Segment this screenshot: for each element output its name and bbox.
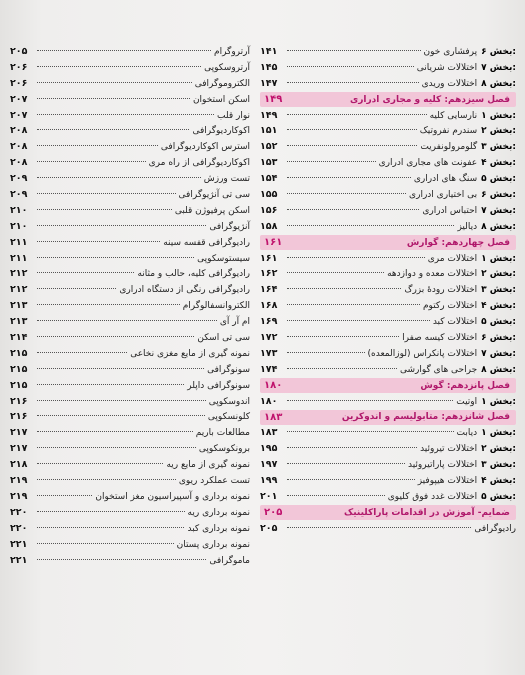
toc-entry[interactable] bbox=[10, 314, 250, 330]
page-number: ۲۰۹ bbox=[10, 189, 28, 201]
entry-title: آرتروسکوپی bbox=[204, 62, 250, 73]
entry-title: گلومرولونفریت bbox=[420, 142, 478, 153]
toc-entry[interactable] bbox=[10, 362, 250, 378]
page-number: ۲۱۰ bbox=[10, 220, 28, 232]
section-label: بخش ۳: bbox=[481, 460, 516, 471]
entry-title: نمونه برداری ریه bbox=[187, 507, 250, 518]
dot-leader bbox=[37, 50, 211, 51]
entry-title: سونوگرافی داپلر bbox=[187, 380, 250, 391]
toc-entry[interactable] bbox=[10, 394, 250, 410]
entry-title: نمونه برداری کبد bbox=[187, 523, 250, 534]
page-number: ۲۲۱ bbox=[10, 554, 28, 566]
section-label: بخش ۳: bbox=[481, 285, 516, 296]
dot-leader bbox=[37, 304, 180, 305]
section-label: بخش ۴: bbox=[481, 475, 516, 486]
toc-entry[interactable] bbox=[10, 553, 250, 569]
page-number: ۱۵۵ bbox=[260, 189, 278, 200]
toc-entry[interactable] bbox=[10, 505, 250, 521]
chapter-heading[interactable] bbox=[260, 410, 516, 425]
dot-leader bbox=[37, 400, 206, 401]
entry-title: سیستوسکوپی bbox=[197, 253, 250, 264]
entry-title: برونکوسکوپی bbox=[198, 444, 250, 455]
section-label: بخش ۷: bbox=[481, 348, 516, 359]
toc-entry[interactable] bbox=[10, 171, 250, 187]
toc-entry[interactable] bbox=[10, 92, 250, 108]
dot-leader bbox=[37, 145, 158, 146]
entry-title: اختلالات تیروئید bbox=[420, 444, 478, 455]
dot-leader bbox=[37, 193, 176, 194]
page-number: ۲۰۵ bbox=[260, 522, 278, 534]
entry-title: احتباس ادراری bbox=[422, 205, 478, 216]
dot-leader bbox=[37, 209, 172, 210]
entry-title: اختلالات معده و دوازدهه bbox=[387, 269, 478, 280]
entry-title: اسکن پرفیوژن قلبی bbox=[174, 205, 250, 216]
page-number: ۱۸۰ bbox=[260, 395, 278, 407]
dot-leader bbox=[37, 225, 206, 226]
toc-entry[interactable] bbox=[10, 441, 250, 457]
chapter-title: ضمایم- آموزش در اقدامات پاراکلینیک bbox=[344, 507, 510, 518]
page-number: ۱۹۷ bbox=[260, 459, 278, 471]
toc-entry[interactable] bbox=[10, 76, 250, 92]
entry-title: رادیوگرافی رنگی از دستگاه ادراری bbox=[119, 285, 250, 296]
entry-title: رادیوگرافی قفسه سینه bbox=[163, 237, 250, 248]
dot-leader bbox=[37, 368, 204, 369]
page-number: ۲۱۵ bbox=[10, 347, 28, 359]
entry-title: اختلالات وریدی bbox=[421, 78, 478, 89]
section-label: بخش ۴: bbox=[481, 301, 516, 312]
section-label: بخش ۳: bbox=[481, 142, 516, 153]
page-number: ۱۶۹ bbox=[260, 316, 278, 328]
section-label: بخش ۱: bbox=[481, 396, 516, 407]
dot-leader bbox=[287, 225, 454, 226]
toc-entry[interactable] bbox=[10, 235, 250, 251]
page-number: ۲۱۷ bbox=[10, 427, 28, 439]
entry-title: بی اختیاری ادراری bbox=[409, 190, 478, 200]
chapter-heading[interactable] bbox=[260, 378, 516, 393]
dot-leader bbox=[37, 463, 163, 464]
page-number: ۱۷۲ bbox=[260, 332, 278, 343]
toc-entry[interactable] bbox=[260, 203, 516, 219]
dot-leader bbox=[287, 431, 454, 432]
page-number: ۲۱۳ bbox=[10, 300, 28, 312]
toc-entry[interactable] bbox=[10, 346, 250, 362]
page-number: ۲۱۰ bbox=[10, 204, 28, 216]
dot-leader bbox=[287, 82, 419, 83]
page-number: ۲۰۷ bbox=[10, 93, 28, 105]
toc-entry[interactable] bbox=[260, 251, 516, 267]
dot-leader bbox=[287, 447, 417, 448]
page-number: ۱۶۱ bbox=[260, 252, 278, 264]
toc-left-column bbox=[10, 44, 250, 568]
entry-title: آنژیوگرافی bbox=[209, 221, 250, 232]
page-number: ۲۱۸ bbox=[10, 459, 28, 471]
chapter-page-number: ۱۶۱ bbox=[264, 237, 283, 249]
dot-leader bbox=[37, 98, 190, 99]
dot-leader bbox=[37, 129, 189, 130]
entry-title: اختلالات پاراتیروئید bbox=[407, 460, 478, 471]
toc-entry[interactable] bbox=[10, 203, 250, 219]
entry-title: الکتروانسفالوگرام bbox=[182, 301, 250, 312]
section-label: بخش ۶: bbox=[481, 47, 516, 57]
chapter-title: فصل پانزدهم: گوش bbox=[420, 380, 510, 391]
dot-leader bbox=[287, 495, 385, 496]
entry-title: کلونسکوپی bbox=[207, 412, 250, 423]
dot-leader bbox=[287, 320, 430, 321]
toc-entry[interactable] bbox=[260, 473, 516, 489]
toc-entry[interactable] bbox=[260, 76, 516, 92]
chapter-heading[interactable] bbox=[260, 505, 516, 520]
toc-entry[interactable] bbox=[10, 139, 250, 155]
page-number: ۲۰۷ bbox=[10, 109, 28, 121]
toc-entry[interactable] bbox=[260, 282, 516, 298]
toc-entry[interactable] bbox=[260, 171, 516, 187]
toc-entry[interactable] bbox=[10, 123, 250, 139]
page-number: ۱۶۴ bbox=[260, 284, 278, 296]
entry-title: اندوسکوپی bbox=[208, 396, 250, 407]
page-number: ۲۱۲ bbox=[10, 268, 28, 280]
entry-title: تست ورزش bbox=[203, 174, 250, 185]
section-label: بخش ۸: bbox=[481, 221, 516, 232]
page-number: ۱۵۶ bbox=[260, 204, 278, 216]
dot-leader bbox=[287, 129, 417, 130]
toc-entry[interactable] bbox=[10, 155, 250, 171]
dot-leader bbox=[37, 161, 146, 162]
page-number: ۲۱۲ bbox=[10, 284, 28, 296]
dot-leader bbox=[37, 272, 134, 273]
entry-title: سونوگرافی bbox=[207, 364, 250, 375]
dot-leader bbox=[37, 511, 185, 512]
page-number: ۱۸۳ bbox=[260, 427, 278, 439]
page-number: ۲۰۶ bbox=[10, 77, 28, 89]
dot-leader bbox=[37, 431, 193, 432]
section-label: بخش ۲: bbox=[481, 269, 516, 280]
toc-entry[interactable] bbox=[260, 187, 516, 203]
dot-leader bbox=[37, 82, 192, 83]
section-label: بخش ۴: bbox=[481, 158, 516, 169]
entry-title: رادیوگرافی bbox=[474, 523, 516, 534]
entry-title: تست عملکرد ریوی bbox=[178, 476, 250, 487]
dot-leader bbox=[37, 336, 194, 337]
section-label: بخش ۱: bbox=[481, 253, 516, 264]
page-number: ۲۱۹ bbox=[10, 490, 28, 502]
chapter-title: فصل سیزدهم: کلیه و مجاری ادراری bbox=[349, 94, 510, 105]
entry-title: الکتروموگرافی bbox=[194, 78, 250, 89]
section-label: بخش ۶: bbox=[481, 333, 516, 343]
entry-title: سی تی آنژیوگرافی bbox=[178, 190, 250, 201]
toc-entry[interactable] bbox=[10, 521, 250, 537]
dot-leader bbox=[37, 177, 201, 178]
section-label: بخش ۵: bbox=[481, 317, 516, 328]
entry-title: سندرم نفروتیک bbox=[419, 126, 478, 137]
page-number: ۱۴۹ bbox=[260, 109, 278, 121]
toc-entry[interactable] bbox=[10, 108, 250, 124]
chapter-title: فصل شانزدهم: متابولیسم و اندوکرین bbox=[341, 412, 510, 423]
chapter-page-number: ۱۸۰ bbox=[264, 380, 283, 392]
chapter-title: فصل چهاردهم: گوارش bbox=[406, 237, 510, 248]
dot-leader bbox=[287, 304, 420, 305]
chapter-heading[interactable] bbox=[260, 235, 516, 250]
toc-entry[interactable] bbox=[10, 187, 250, 203]
page-number: ۲۱۱ bbox=[10, 236, 28, 248]
dot-leader bbox=[37, 384, 184, 385]
toc-entry[interactable] bbox=[10, 251, 250, 267]
entry-title: اختلالات کیسه صفرا bbox=[402, 333, 478, 343]
entry-title: اختلالات کبد bbox=[432, 317, 478, 328]
page-number: ۲۰۸ bbox=[10, 157, 28, 169]
page-number: ۲۱۶ bbox=[10, 395, 28, 407]
entry-title: نمونه گیری از مایع مغزی نخاعی bbox=[130, 348, 250, 359]
toc-entry[interactable] bbox=[260, 298, 516, 314]
toc-entry[interactable] bbox=[260, 44, 516, 60]
section-label: بخش ۲: bbox=[481, 126, 516, 137]
entry-title: نارسایی کلیه bbox=[429, 110, 478, 121]
section-label: بخش ۲: bbox=[481, 444, 516, 455]
dot-leader bbox=[287, 400, 453, 401]
page-number: ۱۵۸ bbox=[260, 220, 278, 232]
entry-title: نوار قلب bbox=[217, 110, 250, 121]
dot-leader bbox=[287, 193, 406, 194]
page-number: ۲۱۵ bbox=[10, 379, 28, 391]
page-number: ۲۱۵ bbox=[10, 363, 28, 375]
toc-entry[interactable] bbox=[10, 298, 250, 314]
dot-leader bbox=[37, 320, 217, 321]
entry-title: ام آر آی bbox=[219, 317, 250, 328]
toc-entry[interactable] bbox=[10, 44, 250, 60]
page-number: ۱۹۹ bbox=[260, 474, 278, 486]
entry-title: اکوکاردیوگرافی از راه مری bbox=[148, 158, 250, 169]
toc-entry[interactable] bbox=[10, 537, 250, 553]
toc-entry[interactable] bbox=[260, 425, 516, 441]
dot-leader bbox=[287, 527, 471, 528]
entry-title: نمونه برداری و آسپیراسیون مغز استخوان bbox=[95, 491, 250, 502]
page-number: ۲۱۱ bbox=[10, 252, 28, 264]
chapter-page-number: ۱۸۳ bbox=[264, 411, 283, 423]
toc-entry[interactable] bbox=[260, 441, 516, 457]
page-number: ۲۲۱ bbox=[10, 538, 28, 550]
toc-entry[interactable] bbox=[10, 457, 250, 473]
entry-title: اختلالات غدد فوق کلیوی bbox=[387, 491, 478, 502]
toc-entry[interactable] bbox=[10, 330, 250, 346]
page-number: ۱۷۳ bbox=[260, 347, 278, 359]
dot-leader bbox=[37, 241, 160, 242]
entry-title: دیالیز bbox=[457, 221, 478, 232]
page-number: ۲۰۹ bbox=[10, 173, 28, 185]
entry-title: اختلالات رکتوم bbox=[422, 301, 478, 312]
section-label: بخش ۸: bbox=[481, 78, 516, 89]
page-number: ۲۰۸ bbox=[10, 125, 28, 137]
entry-title: سی تی اسکن bbox=[197, 333, 250, 344]
dot-leader bbox=[287, 257, 425, 258]
section-label: بخش ۶: bbox=[481, 190, 516, 200]
entry-title: اختلالات رودهٔ بزرگ bbox=[404, 285, 478, 296]
page-number: ۲۰۱ bbox=[260, 490, 278, 502]
toc-entry[interactable] bbox=[260, 330, 516, 346]
section-label: بخش ۸: bbox=[481, 364, 516, 375]
dot-leader bbox=[37, 527, 184, 528]
entry-title: اختلالات پانکراس (لوزالمعده) bbox=[367, 348, 478, 359]
toc-entry[interactable] bbox=[260, 219, 516, 235]
toc-entry[interactable] bbox=[260, 266, 516, 282]
toc-entry[interactable] bbox=[260, 60, 516, 76]
toc-entry[interactable] bbox=[260, 362, 516, 378]
dot-leader bbox=[287, 272, 384, 273]
toc-entry[interactable] bbox=[10, 489, 250, 505]
chapter-page-number: ۲۰۵ bbox=[264, 507, 283, 519]
toc-entry[interactable] bbox=[260, 139, 516, 155]
entry-title: نمونه برداری پستان bbox=[176, 539, 250, 550]
section-label: بخش ۵: bbox=[481, 174, 516, 185]
dot-leader bbox=[37, 495, 92, 496]
toc-entry[interactable] bbox=[260, 457, 516, 473]
dot-leader bbox=[287, 177, 411, 178]
page-number: ۱۶۸ bbox=[260, 300, 278, 312]
chapter-page-number: ۱۴۹ bbox=[264, 94, 283, 106]
dot-leader bbox=[37, 479, 176, 480]
page-number: ۲۲۰ bbox=[10, 522, 28, 534]
toc-entry[interactable] bbox=[10, 409, 250, 425]
dot-leader bbox=[287, 161, 376, 162]
entry-title: رادیوگرافی کلیه، حالب و مثانه bbox=[137, 269, 250, 280]
toc-entry[interactable] bbox=[10, 425, 250, 441]
dot-leader bbox=[287, 479, 415, 480]
toc-entry[interactable] bbox=[10, 60, 250, 76]
dot-leader bbox=[287, 114, 427, 115]
entry-title: ماموگرافی bbox=[209, 555, 250, 566]
page-number: ۲۲۰ bbox=[10, 506, 28, 518]
entry-title: سنگ های ادراری bbox=[413, 174, 478, 185]
dot-leader bbox=[37, 288, 116, 289]
toc-entry[interactable] bbox=[260, 394, 516, 410]
entry-title: اوتیت bbox=[456, 396, 478, 407]
entry-title: اختلالات شریانی bbox=[416, 62, 478, 73]
entry-title: اسکن استخوان bbox=[192, 94, 250, 105]
toc-entry[interactable] bbox=[260, 489, 516, 505]
toc-entry[interactable] bbox=[260, 123, 516, 139]
chapter-heading[interactable] bbox=[260, 92, 516, 107]
page-number: ۲۱۷ bbox=[10, 443, 28, 455]
dot-leader bbox=[287, 209, 419, 210]
entry-title: استرس اکوکاردیوگرافی bbox=[160, 142, 250, 153]
toc-entry[interactable] bbox=[260, 108, 516, 124]
toc-entry[interactable] bbox=[260, 521, 516, 537]
toc-entry[interactable] bbox=[10, 473, 250, 489]
dot-leader bbox=[287, 336, 399, 337]
dot-leader bbox=[37, 352, 127, 353]
page-number: ۱۹۵ bbox=[260, 443, 278, 455]
entry-title: مطالعات باریم bbox=[195, 428, 250, 439]
section-label: بخش ۱: bbox=[481, 110, 516, 121]
page-number: ۱۵۴ bbox=[260, 173, 278, 185]
section-label: بخش ۵: bbox=[481, 491, 516, 502]
entry-title: اختلالات هیپوفیز bbox=[417, 475, 478, 486]
toc-right-column bbox=[260, 44, 516, 537]
entry-title: عفونت های مجاری ادراری bbox=[378, 158, 478, 169]
dot-leader bbox=[287, 288, 401, 289]
page-number: ۱۵۲ bbox=[260, 141, 278, 153]
page-number: ۱۴۵ bbox=[260, 61, 278, 73]
page-number: ۱۴۱ bbox=[260, 46, 278, 57]
dot-leader bbox=[287, 352, 365, 353]
toc-entry[interactable] bbox=[10, 266, 250, 282]
dot-leader bbox=[37, 543, 174, 544]
dot-leader bbox=[37, 114, 214, 115]
page-number: ۱۶۲ bbox=[260, 268, 278, 280]
dot-leader bbox=[37, 66, 201, 67]
entry-title: اختلالات مری bbox=[427, 253, 478, 264]
entry-title: دیابت bbox=[456, 428, 478, 439]
page-number: ۲۱۴ bbox=[10, 332, 28, 344]
page-number: ۱۴۷ bbox=[260, 77, 278, 89]
toc-entry[interactable] bbox=[10, 219, 250, 235]
page-number: ۱۵۳ bbox=[260, 157, 278, 169]
page-number: ۲۱۹ bbox=[10, 475, 28, 487]
dot-leader bbox=[37, 447, 196, 448]
dot-leader bbox=[287, 463, 405, 464]
toc-entry[interactable] bbox=[260, 155, 516, 171]
toc-entry[interactable] bbox=[10, 378, 250, 394]
entry-title: آرتروگرام bbox=[214, 47, 250, 57]
page-number: ۱۵۱ bbox=[260, 125, 278, 137]
entry-title: پرفشاری خون bbox=[423, 47, 478, 57]
page-number: ۲۱۳ bbox=[10, 316, 28, 328]
page-number: ۲۱۶ bbox=[10, 411, 28, 423]
page-number: ۲۰۶ bbox=[10, 61, 28, 73]
dot-leader bbox=[287, 368, 397, 369]
dot-leader bbox=[287, 145, 417, 146]
entry-title: نمونه گیری از مایع ریه bbox=[166, 460, 250, 471]
toc-entry[interactable] bbox=[260, 346, 516, 362]
entry-title: اکوکاردیوگرافی bbox=[192, 126, 250, 137]
dot-leader bbox=[287, 66, 414, 67]
entry-title: جراحی های گوارشی bbox=[399, 364, 478, 375]
section-label: بخش ۷: bbox=[481, 62, 516, 73]
section-label: بخش ۱: bbox=[481, 428, 516, 439]
toc-entry[interactable] bbox=[260, 314, 516, 330]
page-number: ۲۰۵ bbox=[10, 46, 28, 57]
page-number: ۲۰۸ bbox=[10, 141, 28, 153]
dot-leader bbox=[37, 559, 206, 560]
dot-leader bbox=[37, 415, 205, 416]
section-label: بخش ۷: bbox=[481, 205, 516, 216]
page-number: ۱۷۴ bbox=[260, 363, 278, 375]
dot-leader bbox=[287, 50, 421, 51]
dot-leader bbox=[37, 257, 194, 258]
toc-entry[interactable] bbox=[10, 282, 250, 298]
